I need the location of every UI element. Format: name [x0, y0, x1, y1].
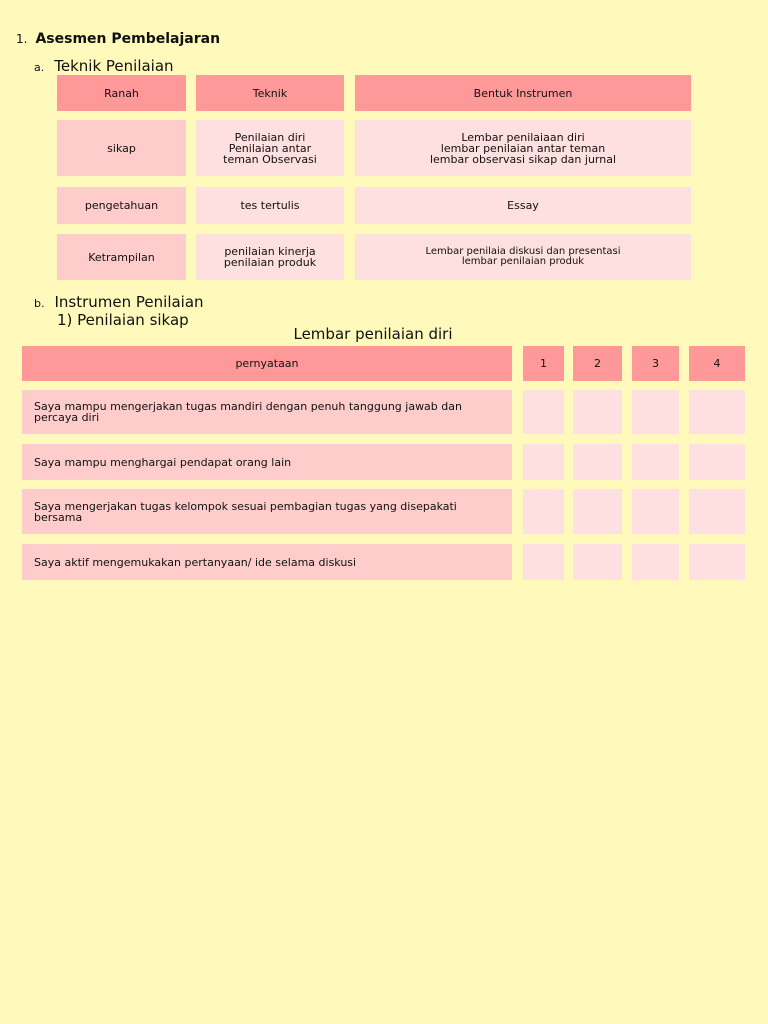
- score-cell[interactable]: [689, 390, 745, 434]
- score-cell[interactable]: [632, 444, 679, 480]
- table-cell: Essay: [355, 187, 691, 224]
- section-heading: [16, 31, 220, 47]
- score-cell[interactable]: [523, 444, 564, 480]
- subsection-b-title: Instrumen Penilaian: [54, 293, 204, 311]
- lembar-title: Lembar penilaian diri: [293, 325, 453, 343]
- lembar-header-2: 2: [573, 346, 622, 381]
- table-cell: Penilaian diri Penilaian antar teman Observasi: [196, 120, 344, 176]
- subsection-a-heading: [34, 57, 174, 75]
- score-cell[interactable]: [689, 489, 745, 534]
- score-cell[interactable]: [573, 390, 622, 434]
- score-cell[interactable]: [632, 544, 679, 580]
- score-cell[interactable]: [523, 544, 564, 580]
- table-cell: penilaian kinerja penilaian produk: [196, 234, 344, 280]
- score-cell[interactable]: [523, 390, 564, 434]
- score-cell[interactable]: [632, 390, 679, 434]
- lembar-header-pernyataan: pernyataan: [22, 346, 512, 381]
- score-cell[interactable]: [573, 544, 622, 580]
- table-cell: sikap: [57, 120, 186, 176]
- statement-cell: Saya mampu mengerjakan tugas mandiri dengan penuh tanggung jawab dan percaya diri: [22, 390, 512, 434]
- lembar-header-3: 3: [632, 346, 679, 381]
- score-cell[interactable]: [523, 489, 564, 534]
- teknik-header-bentuk: Bentuk Instrumen: [355, 75, 691, 111]
- table-cell: Lembar penilaiaan diri lembar penilaian antar teman lembar observasi sikap dan jurnal: [355, 120, 691, 176]
- score-cell[interactable]: [573, 489, 622, 534]
- lembar-header-4: 4: [689, 346, 745, 381]
- lembar-header-1: 1: [523, 346, 564, 381]
- teknik-header-teknik: Teknik: [196, 75, 344, 111]
- subsection-b-heading: [34, 293, 204, 311]
- subsection-a-title: Teknik Penilaian: [54, 57, 174, 75]
- statement-cell: Saya mengerjakan tugas kelompok sesuai pembagian tugas yang disepakati bersama: [22, 489, 512, 534]
- subsection-b1-heading: 1) Penilaian sikap: [57, 311, 189, 329]
- table-cell: tes tertulis: [196, 187, 344, 224]
- table-cell: pengetahuan: [57, 187, 186, 224]
- table-cell: Ketrampilan: [57, 234, 186, 280]
- statement-cell: Saya aktif mengemukakan pertanyaan/ ide selama diskusi: [22, 544, 512, 580]
- table-cell: Lembar penilaia diskusi dan presentasi lembar penilaian produk: [355, 234, 691, 280]
- statement-cell: Saya mampu menghargai pendapat orang lain: [22, 444, 512, 480]
- subsection-a-letter: a.: [34, 61, 45, 74]
- subsection-b-letter: b.: [34, 297, 45, 310]
- score-cell[interactable]: [689, 444, 745, 480]
- section-number: 1.: [16, 32, 28, 46]
- score-cell[interactable]: [632, 489, 679, 534]
- teknik-header-ranah: Ranah: [57, 75, 186, 111]
- section-title: Asesmen Pembelajaran: [35, 31, 221, 47]
- score-cell[interactable]: [573, 444, 622, 480]
- score-cell[interactable]: [689, 544, 745, 580]
